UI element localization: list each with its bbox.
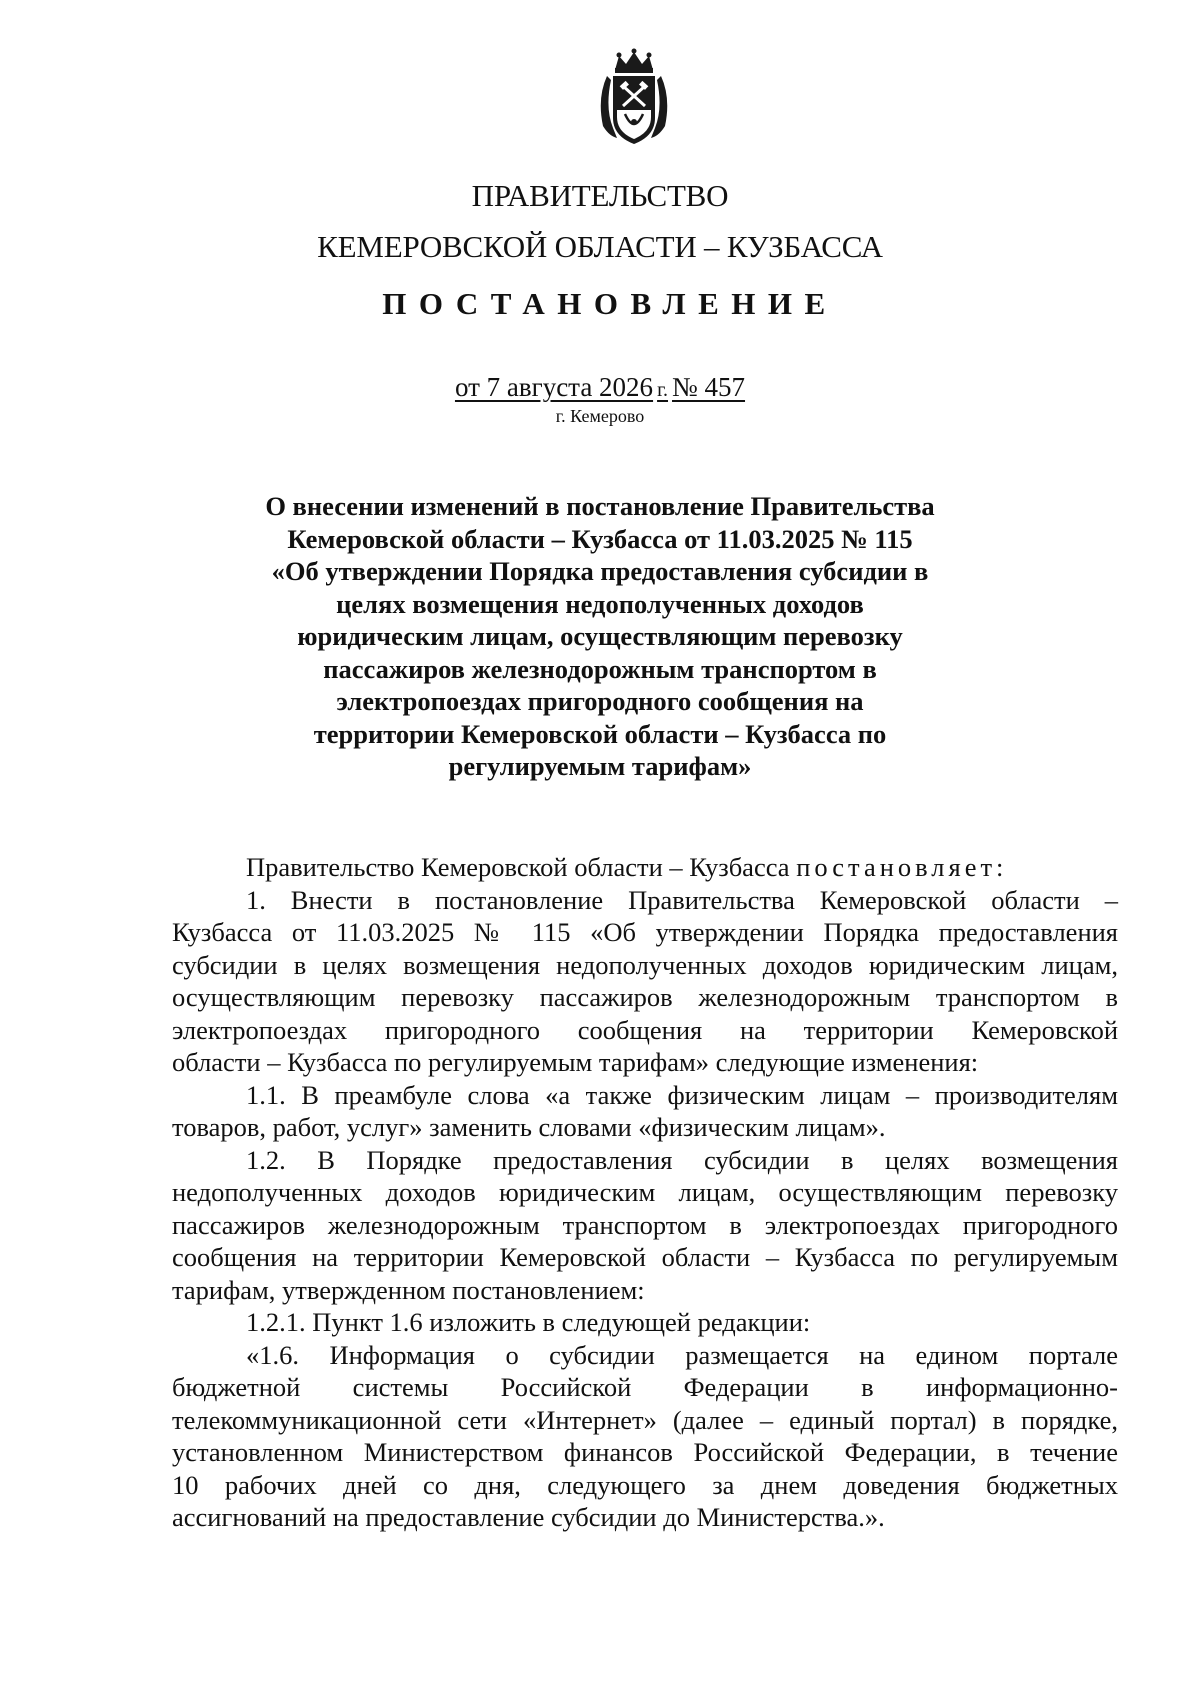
date-and-number	[0, 372, 1200, 403]
title-line: «Об утверждении Порядка предоставления субсидии в	[271, 556, 929, 586]
coat-of-arms-icon	[593, 48, 675, 150]
document-date: от 7 августа 2026	[454, 372, 654, 402]
document-number: № 457	[672, 372, 746, 402]
preamble	[172, 851, 1118, 884]
body-line: электропоездах пригородного сообщения на территории Кемеровской	[172, 1014, 1118, 1045]
title-line: Кемеровской области – Кузбасса от 11.03.2025 № 115	[287, 523, 913, 554]
title-line: территории Кемеровской области – Кузбасса по	[313, 718, 887, 749]
place-of-issue: г. Кемерово	[555, 406, 645, 426]
body-line: 1.2. В Порядке предоставления субсидии в целях возмещения	[246, 1144, 1118, 1175]
title-line: целях возмещения недополученных доходов	[336, 588, 864, 619]
body-line: бюджетной системы Российской Федерации в информационно-	[172, 1372, 1118, 1402]
document-body	[172, 851, 1118, 1534]
preamble-spaced-verb: постановляет:	[796, 852, 1008, 882]
body-line: «1.6. Информация о субсидии размещается на едином портале	[246, 1339, 1118, 1370]
body-line: 1.2.1. Пункт 1.6 изложить в следующей редакции:	[246, 1307, 811, 1337]
body-line: 10 рабочих дней со дня, следующего за днем доведения бюджетных	[172, 1469, 1118, 1500]
body-line: установленном Министерством финансов Российской Федерации, в течение	[172, 1437, 1118, 1467]
body-line: сообщения на территории Кемеровской области – Кузбасса по регулируемым	[172, 1242, 1118, 1272]
authority-line: КЕМЕРОВСКОЙ ОБЛАСТИ – КУЗБАССА	[317, 229, 883, 264]
body-line: тарифам, утвержденном постановлением:	[172, 1274, 645, 1305]
title-line: юридическим лицам, осуществляющим перевозку	[297, 621, 903, 651]
title-line: электропоездах пригородного сообщения на	[336, 686, 864, 716]
document-type: ПОСТАНОВЛЕНИЕ	[382, 286, 838, 321]
title-line: пассажиров железнодорожным транспортом в	[323, 653, 877, 684]
body-line: Кузбасса от 11.03.2025 № 115 «Об утверждении Порядка предоставления	[172, 917, 1118, 947]
issuing-authority	[0, 170, 1200, 272]
date-year-suffix: г.	[657, 379, 669, 401]
document-title	[220, 490, 980, 783]
body-line: пассажиров железнодорожным транспортом в электропоездах пригородного	[172, 1209, 1118, 1240]
body-line: осуществляющим перевозку пассажиров железнодорожным транспортом в	[172, 982, 1118, 1012]
title-line: О внесении изменений в постановление Правительства	[265, 491, 935, 521]
body-line: недополученных доходов юридическим лицам, осуществляющим перевозку	[172, 1177, 1118, 1207]
body-line: 1.1. В преамбуле слова «а также физическим лицам – производителям	[246, 1079, 1118, 1110]
body-line: субсидии в целях возмещения недополученных доходов юридическим лицам,	[172, 949, 1118, 980]
authority-line: ПРАВИТЕЛЬСТВО	[471, 178, 729, 213]
body-line: области – Кузбасса по регулируемым тарифам» следующие изменения:	[172, 1047, 979, 1077]
body-line: ассигнований на предоставление субсидии до Министерства.».	[172, 1502, 885, 1532]
title-line: регулируемым тарифам»	[448, 751, 752, 781]
preamble-text: Правительство Кемеровской области – Кузбасса	[246, 852, 797, 882]
body-line: 1. Внести в постановление Правительства Кемеровской области –	[246, 884, 1118, 915]
body-line: телекоммуникационной сети «Интернет» (далее – единый портал) в порядке,	[172, 1404, 1118, 1435]
body-line: товаров, работ, услуг» заменить словами «физическим лицам».	[172, 1112, 886, 1142]
